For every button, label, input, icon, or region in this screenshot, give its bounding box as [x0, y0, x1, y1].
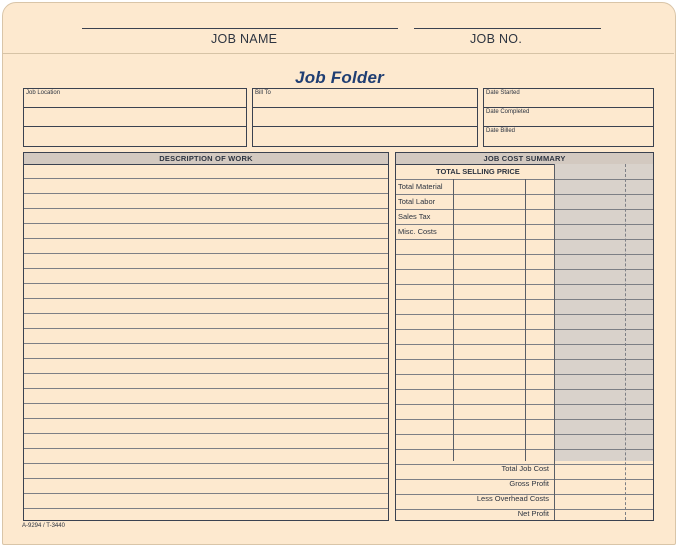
summary-row-label: Sales Tax [398, 212, 431, 221]
job-cost-summary-box [395, 152, 654, 521]
summary-total-label: Less Overhead Costs [476, 494, 549, 503]
description-rule-line [24, 463, 388, 464]
job-name-line [82, 28, 398, 29]
date-completed-label: Date Completed [486, 109, 530, 115]
description-rule-line [24, 313, 388, 314]
job-location-box [23, 88, 247, 147]
job-no-line [414, 28, 601, 29]
bill-to-line-1 [253, 107, 477, 108]
description-rule-line [24, 358, 388, 359]
description-rule-line [24, 448, 388, 449]
description-rule-line [24, 253, 388, 254]
description-rule-line [24, 208, 388, 209]
description-rule-line [24, 373, 388, 374]
date-line-1 [484, 107, 653, 108]
summary-row-label: Total Material [398, 182, 443, 191]
summary-total-label: Net Profit [517, 509, 549, 518]
description-rule-line [24, 343, 388, 344]
job-location-line-2 [24, 126, 246, 127]
bill-to-label: Bill To [255, 90, 271, 96]
date-started-label: Date Started [486, 90, 520, 96]
job-location-line-1 [24, 107, 246, 108]
description-rule-line [24, 493, 388, 494]
summary-col-divider [453, 179, 454, 461]
description-rule-line [24, 433, 388, 434]
summary-heading: JOB COST SUMMARY [396, 153, 653, 165]
summary-col-divider [554, 164, 555, 520]
description-rule-line [24, 508, 388, 509]
description-heading: DESCRIPTION OF WORK [24, 153, 388, 165]
total-selling-price-label: TOTAL SELLING PRICE [436, 167, 520, 176]
job-no-label: JOB NO. [470, 32, 523, 46]
description-rule-line [24, 238, 388, 239]
description-of-work-box [23, 152, 389, 521]
description-rule-line [24, 298, 388, 299]
description-rule-line [24, 388, 388, 389]
form-title: Job Folder [295, 68, 384, 87]
description-rule-line [24, 403, 388, 404]
bill-to-box [252, 88, 478, 147]
summary-total-label: Total Job Cost [501, 464, 549, 473]
summary-row-label: Total Labor [398, 197, 436, 206]
form-number: A-9294 / T-3440 [22, 523, 65, 529]
summary-total-label: Gross Profit [509, 479, 549, 488]
summary-cents-divider [625, 164, 626, 520]
job-location-label: Job Location [26, 90, 61, 96]
description-rule-line [24, 478, 388, 479]
description-rule-line [24, 268, 388, 269]
job-name-label: JOB NAME [211, 32, 278, 46]
date-billed-label: Date Billed [486, 128, 516, 134]
description-rule-line [24, 283, 388, 284]
tab-fold-line [2, 53, 674, 54]
description-rule-line [24, 178, 388, 179]
description-rule-line [24, 328, 388, 329]
description-rule-line [24, 223, 388, 224]
summary-row-label: Misc. Costs [398, 227, 437, 236]
summary-col-divider [525, 179, 526, 461]
dates-box [483, 88, 654, 147]
description-rule-line [24, 193, 388, 194]
description-rule-line [24, 418, 388, 419]
date-line-2 [484, 126, 653, 127]
bill-to-line-2 [253, 126, 477, 127]
